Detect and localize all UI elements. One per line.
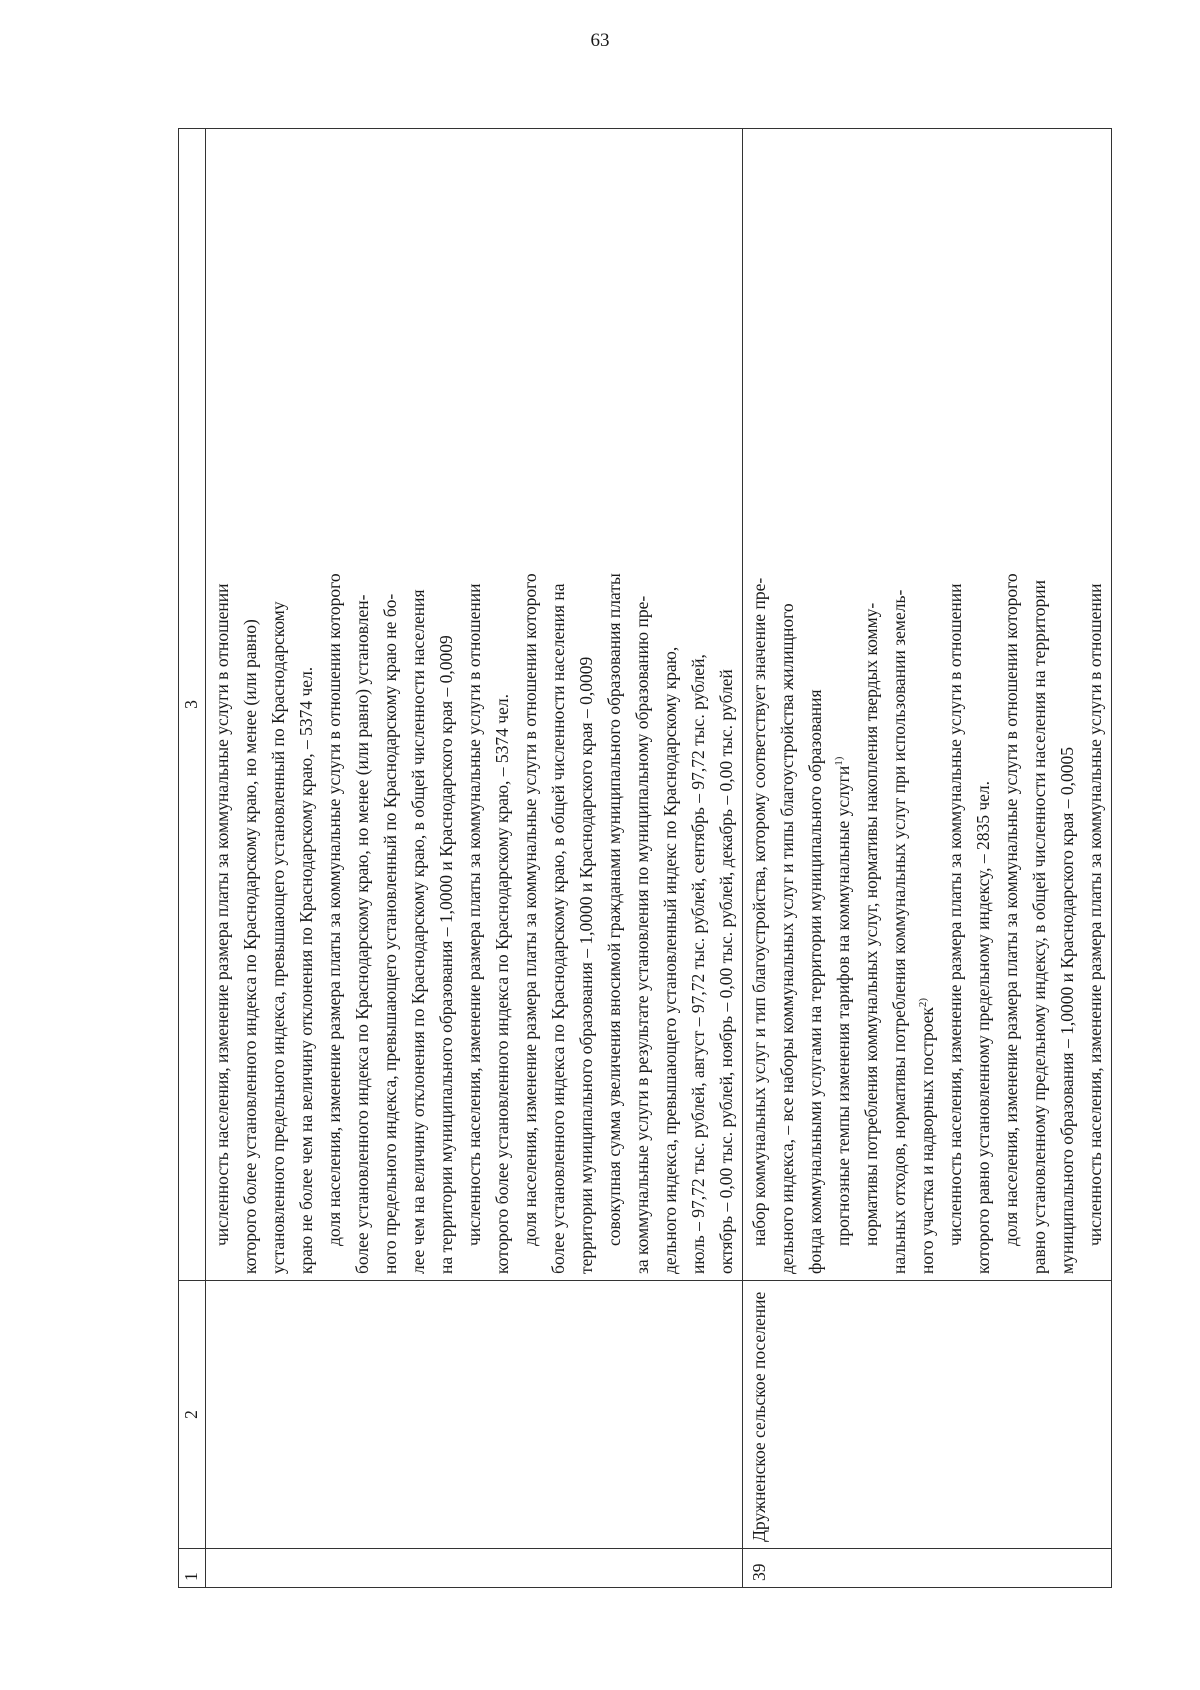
text-line <box>208 135 236 1274</box>
text-line <box>376 135 404 1274</box>
text-line-content: более установленного индекса по Краснодарскому краю, в общей численности населения на <box>548 583 568 1274</box>
row-number-cell <box>206 1549 743 1588</box>
details-cell <box>743 129 1112 1281</box>
text-line-content: дельного индекса, превышающего установленный индекс по Краснодарскому краю, <box>660 646 680 1274</box>
text-line <box>572 135 600 1274</box>
text-line <box>801 135 829 1274</box>
text-line-content: доля населения, изменение размера платы за коммунальные услуги в отношении которого <box>1001 573 1021 1246</box>
text-line <box>264 135 292 1274</box>
header-col-1: 1 <box>179 1549 206 1588</box>
text-line-content: июль – 97,72 тыс. рублей, август – 97,72 тыс. рублей, сентябрь – 97,72 тыс. рублей, <box>688 654 708 1274</box>
text-line <box>488 135 516 1274</box>
text-line-content: дельного индекса, – все наборы коммунальных услуг и типы благоустройства жилищного <box>777 603 797 1274</box>
text-line-content: нальных отходов, нормативы потребления коммунальных услуг при использовании земель- <box>889 589 909 1274</box>
text-line-content: лее чем на величину отклонения по Краснодарскому краю, в общей численности населения <box>408 589 428 1274</box>
text-line-content: доля населения, изменение размера платы за коммунальные услуги в отношении которого <box>520 573 540 1246</box>
text-line <box>544 135 572 1274</box>
text-line <box>460 135 488 1274</box>
text-line <box>432 135 460 1274</box>
table-row-continuation <box>206 129 743 1588</box>
text-line-content: ного предельного индекса, превышающего установленный по Краснодарскому краю не бо- <box>380 593 400 1274</box>
text-line <box>404 135 432 1274</box>
text-line <box>913 135 941 1274</box>
text-line <box>885 135 913 1274</box>
text-line-content: октябрь – 0,00 тыс. рублей, ноябрь – 0,00 тыс. рублей, декабрь – 0,00 тыс. рублей <box>716 669 736 1274</box>
page-number: 63 <box>590 30 610 51</box>
text-line-content: более установленного индекса по Краснодарскому краю, но менее (или равно) установлен- <box>352 594 372 1274</box>
text-line-content: доля населения, изменение размера платы за коммунальные услуги в отношении которого <box>324 573 344 1246</box>
text-line-content: численность населения, изменение размера платы за коммунальные услуги в отношении <box>945 583 965 1246</box>
footnote-marker: 1) <box>833 756 846 766</box>
text-line <box>969 135 997 1274</box>
text-line <box>600 135 628 1274</box>
text-line-content: которого более установленного индекса по Краснодарскому краю, но менее (или равно) <box>240 619 260 1274</box>
table-header-row <box>179 129 206 1588</box>
text-line <box>773 135 801 1274</box>
text-line <box>941 135 969 1274</box>
footnote-marker: 2) <box>917 997 930 1008</box>
header-col-2: 2 <box>179 1281 206 1549</box>
text-line <box>684 135 712 1274</box>
header-col-3: 3 <box>179 129 206 1281</box>
text-line <box>516 135 544 1274</box>
text-line <box>1053 135 1081 1274</box>
text-line <box>829 135 857 1274</box>
text-line-content: краю не более чем на величину отклонения по Краснодарскому краю, – 5374 чел. <box>296 666 316 1274</box>
text-line-content: численность населения, изменение размера платы за коммунальные услуги в отношении <box>212 583 232 1246</box>
text-line <box>1025 135 1053 1274</box>
text-line-content: равно установленному предельному индексу, в общей численности населения на территории <box>1029 580 1049 1274</box>
text-line <box>320 135 348 1274</box>
text-line-content: нормативы потребления коммунальных услуг, нормативы накопления твердых комму- <box>861 602 881 1246</box>
text-line-content: ного участка и надворных построек <box>917 1007 937 1274</box>
table-row-39 <box>743 129 1112 1588</box>
text-line <box>348 135 376 1274</box>
data-table <box>178 128 1112 1588</box>
details-cell <box>206 129 743 1281</box>
text-line-content: установленного предельного индекса, превышающего установленный по Краснодарскому <box>268 601 288 1274</box>
text-line-content: за коммунальные услуги в результате установления по муниципальному образованию пре- <box>632 595 652 1274</box>
text-line-content: фонда коммунальными услугами на территории муниципального образования <box>805 689 825 1274</box>
text-line <box>745 135 773 1274</box>
text-line-content: совокупная сумма увеличения вносимой гражданами муниципального образования платы <box>604 573 624 1246</box>
text-line-content: которого более установленного индекса по Краснодарскому краю, – 5374 чел. <box>492 694 512 1274</box>
text-line <box>712 135 740 1274</box>
text-line <box>857 135 885 1274</box>
text-line <box>292 135 320 1274</box>
text-line-content: численность населения, изменение размера платы за коммунальные услуги в отношении <box>464 583 484 1246</box>
text-line-content: которого равно установленному предельному индексу, – 2835 чел. <box>973 780 993 1274</box>
text-line-content: набор коммунальных услуг и тип благоустройства, которому соответствует значение пре- <box>749 577 769 1246</box>
rotated-table-container <box>178 128 1107 1588</box>
text-line-content: прогнозные темпы изменения тарифов на коммунальные услуги <box>833 765 853 1246</box>
text-line-content: на территории муниципального образования – 1,0000 и Краснодарского края – 0,0009 <box>436 635 456 1274</box>
text-line-content: муниципального образования – 1,0000 и Краснодарского края – 0,0005 <box>1057 747 1077 1274</box>
municipality-cell <box>206 1281 743 1549</box>
text-line-content: территории муниципального образования – 1,0000 и Краснодарского края – 0,0009 <box>576 656 596 1274</box>
text-line <box>656 135 684 1274</box>
text-line <box>628 135 656 1274</box>
row-number-cell: 39 <box>743 1549 1112 1588</box>
text-line <box>1081 135 1109 1274</box>
text-line <box>236 135 264 1274</box>
text-line <box>997 135 1025 1274</box>
text-line-content: численность населения, изменение размера платы за коммунальные услуги в отношении <box>1085 583 1105 1246</box>
municipality-cell: Дружненское сельское поселение <box>743 1281 1112 1549</box>
